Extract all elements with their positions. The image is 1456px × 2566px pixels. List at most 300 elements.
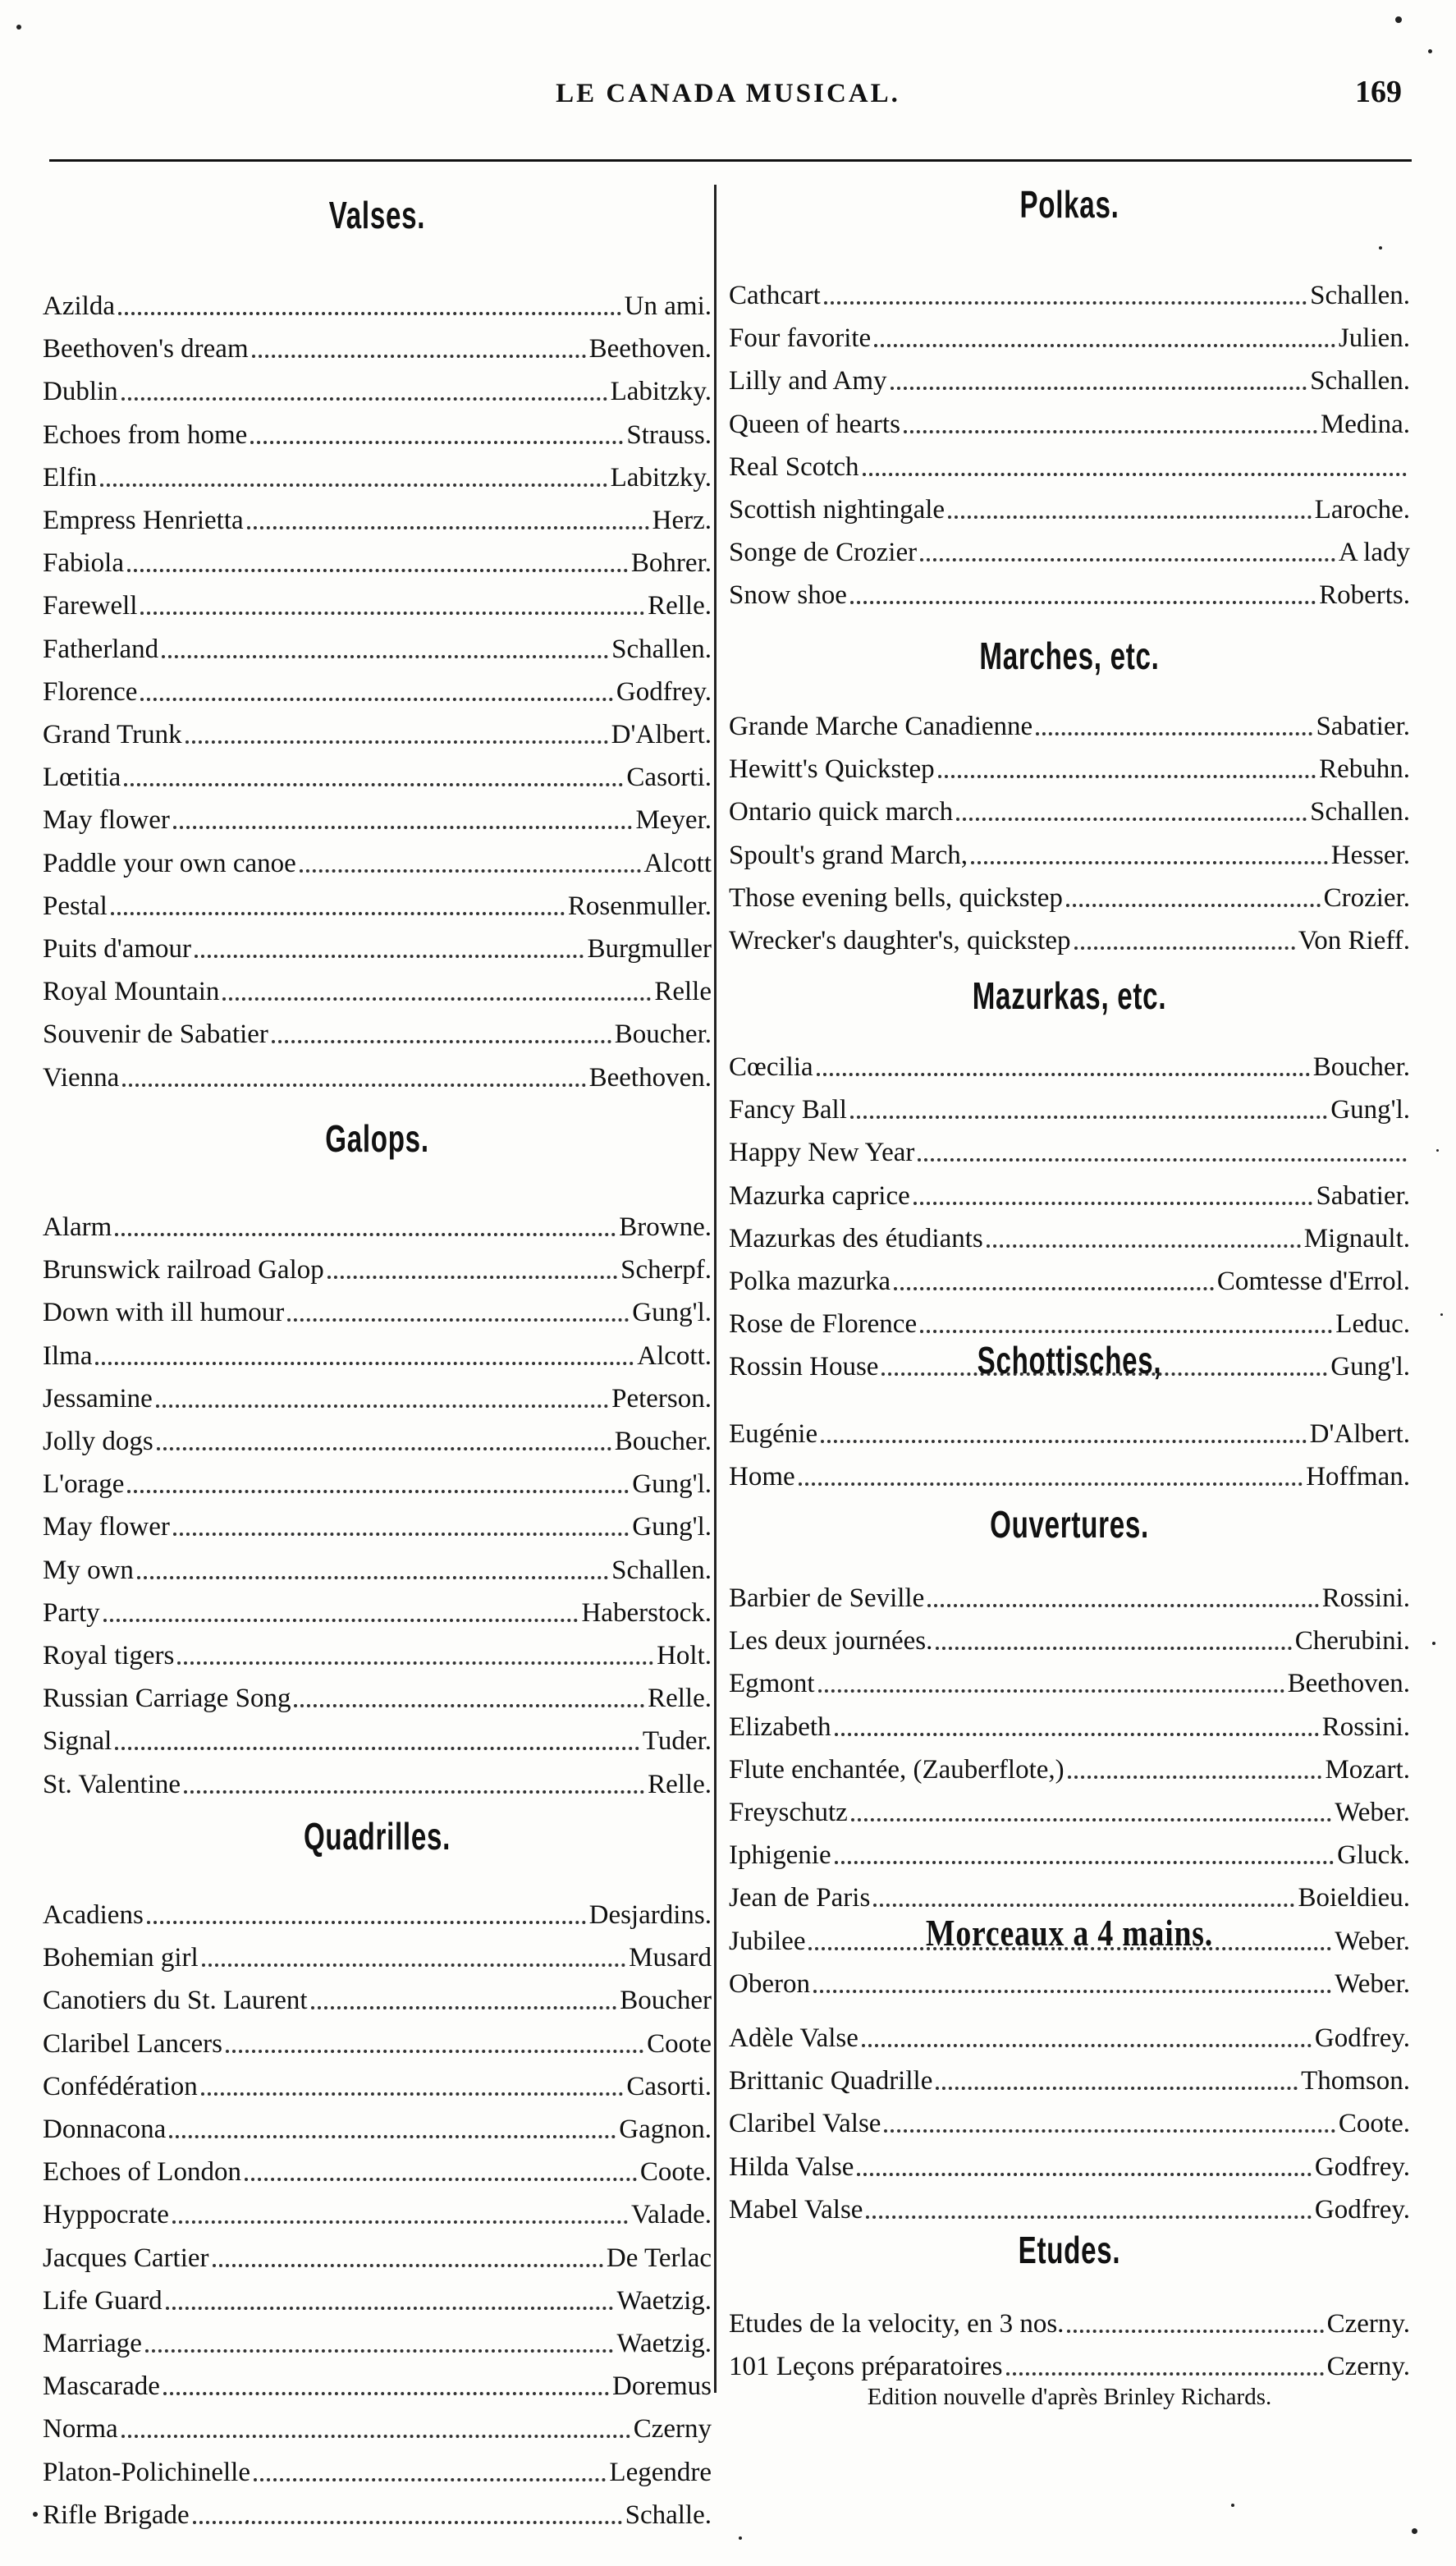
dot-leader [172, 2204, 628, 2224]
composer-name: Herz. [652, 506, 712, 535]
list-item [43, 2444, 712, 2486]
composer-name: Gluck. [1337, 1840, 1410, 1871]
composer-name: Coote [647, 2028, 712, 2059]
piece-title: Jessamine [43, 1383, 153, 1414]
section-heading-quadrilles: Quadrilles. [303, 1815, 451, 1858]
dot-leader [824, 285, 1307, 305]
dot-leader [115, 1730, 639, 1750]
piece-title: Cœcilia [729, 1052, 813, 1082]
list-item [43, 1198, 712, 1241]
composer-name: Un ami. [624, 291, 712, 321]
dot-leader [920, 542, 1335, 561]
list-item [729, 1295, 1410, 1338]
list-item [729, 2295, 1410, 2338]
piece-title: Adèle Valse [729, 2023, 858, 2053]
list-item [43, 1972, 712, 2014]
list-item [43, 1712, 712, 1755]
print-speck [1440, 1313, 1443, 1316]
dot-leader [95, 1345, 634, 1365]
list-item [729, 1741, 1410, 1784]
composer-name: Casorti. [626, 2071, 712, 2101]
piece-title: Hilda Valse [729, 2151, 854, 2182]
composer-name: Schallen. [1310, 281, 1410, 310]
list-item [43, 706, 712, 749]
piece-title: Brunswick railroad Galop [43, 1255, 324, 1285]
dot-leader [162, 639, 608, 658]
piece-title: My own [43, 1555, 134, 1585]
list-item [43, 1670, 712, 1712]
piece-title: Ontario quick march [729, 797, 954, 827]
list-item [43, 2315, 712, 2358]
dot-leader [111, 896, 565, 915]
piece-title: Mabel Valse [729, 2194, 863, 2225]
piece-title: Barbier de Seville [729, 1583, 925, 1613]
composer-name: Labitzky. [610, 377, 712, 407]
composer-name: Relle. [648, 591, 712, 621]
dot-leader [272, 1024, 611, 1043]
dot-leader [250, 424, 623, 444]
section-heading-ouvertures: Ouvertures. [990, 1503, 1149, 1546]
list-item [43, 1886, 712, 1929]
list-item [729, 827, 1410, 869]
piece-title: Brittanic Quadrille [729, 2066, 933, 2096]
composer-name: Schalle. [625, 2500, 712, 2530]
composer-name: D'Albert. [1309, 1419, 1410, 1449]
piece-title: Happy New Year [729, 1138, 915, 1168]
composer-name: Gung'l. [632, 1298, 712, 1328]
composer-name: Labitzky. [610, 462, 712, 493]
dot-leader [173, 1516, 629, 1536]
composer-name: Sabatier. [1316, 1180, 1410, 1211]
piece-title: Norma [43, 2414, 118, 2445]
piece-title: Platon-Polichinelle [43, 2457, 250, 2487]
list-item [729, 1826, 1410, 1869]
piece-title: Cathcart [729, 281, 821, 310]
column-divider [714, 185, 717, 2393]
list-item [43, 1542, 712, 1584]
list-item [729, 352, 1410, 395]
piece-title: Jacques Cartier [43, 2243, 209, 2273]
dot-leader [971, 845, 1328, 864]
list-item [729, 740, 1410, 783]
piece-title: Florence [43, 676, 138, 707]
list-item [43, 1455, 712, 1498]
list-item [43, 406, 712, 449]
composer-name: Peterson. [611, 1383, 712, 1414]
dot-leader [327, 1259, 617, 1279]
piece-title: L'orage [43, 1469, 125, 1500]
print-speck [1412, 2528, 1417, 2534]
edition-note: Edition nouvelle d'après Brinley Richards. [867, 2384, 1272, 2411]
piece-title: Mascarade [43, 2371, 160, 2402]
piece-title: Canotiers du St. Laurent [43, 1986, 308, 2016]
piece-title: Scottish nightingale [729, 495, 945, 525]
list-item [43, 749, 712, 791]
list-item [729, 2138, 1410, 2181]
list-item [729, 869, 1410, 912]
composer-name: Relle. [648, 1684, 712, 1714]
piece-title: Fancy Ball [729, 1095, 847, 1125]
dot-leader [863, 456, 1407, 476]
piece-title: Jean de Paris [729, 1883, 871, 1913]
list-item [43, 449, 712, 492]
dot-leader [177, 1645, 653, 1665]
dot-leader [254, 2462, 606, 2481]
dot-leader [799, 1466, 1303, 1486]
composer-name: Legendre [609, 2457, 712, 2487]
section-heading-morceaux: Morceaux a 4 mains. [925, 1912, 1214, 1954]
list-item [43, 2400, 712, 2443]
list-item [729, 1405, 1410, 1448]
composer-name: Boieldieu. [1298, 1883, 1410, 1913]
section-heading-galops: Galops. [325, 1117, 429, 1160]
header-rule [49, 159, 1412, 162]
composer-name: Czerny [633, 2414, 712, 2445]
composer-name: Mignault. [1303, 1223, 1410, 1253]
piece-title: Eugénie [729, 1419, 818, 1449]
list-item [43, 1413, 712, 1455]
piece-title: Farewell [43, 591, 138, 621]
running-title: LE CANADA MUSICAL. [556, 79, 900, 108]
composer-name: Holt. [657, 1641, 712, 1670]
composer-name: Hesser. [1330, 840, 1410, 870]
composer-name: Weber. [1335, 1926, 1410, 1956]
list-item [43, 1929, 712, 1972]
composer-name: Waetzig. [616, 2285, 712, 2316]
list-item [729, 396, 1410, 438]
list-item [729, 309, 1410, 352]
dot-leader [184, 1774, 644, 1794]
section-heading-polkas: Polkas. [1019, 183, 1119, 226]
list-item [43, 663, 712, 706]
composer-name: Laroche. [1314, 495, 1410, 525]
dot-leader [137, 1560, 608, 1579]
piece-title: Etudes de la velocity, en 3 nos. [729, 2309, 1065, 2339]
print-speck [1395, 16, 1402, 23]
dot-leader [245, 2161, 637, 2181]
composer-name: Meyer. [635, 805, 712, 836]
composer-name: A lady [1338, 538, 1410, 568]
piece-title: Four favorite [729, 323, 872, 354]
composer-name: Schallen. [1310, 797, 1410, 827]
print-speck [1231, 2504, 1234, 2507]
dot-leader [185, 724, 608, 744]
composer-name: Von Rieff. [1298, 926, 1410, 955]
composer-name: Boucher. [614, 1427, 712, 1456]
page-number: 169 [1355, 75, 1402, 109]
dot-leader [904, 414, 1317, 433]
section-heading-marches: Marches, etc. [979, 635, 1160, 677]
composer-name: Alcott [643, 848, 712, 878]
dot-leader [873, 1887, 1294, 1907]
dot-leader [1067, 2313, 1323, 2333]
composer-name: Thomson. [1301, 2066, 1410, 2096]
print-speck [16, 25, 21, 30]
dot-leader [1068, 1759, 1322, 1779]
dot-leader [100, 467, 607, 487]
piece-title: Beethoven's dream [43, 334, 249, 364]
piece-title: Russian Carriage Song [43, 1684, 291, 1714]
piece-title: Home [729, 1462, 795, 1492]
composer-name: Relle [654, 977, 712, 1007]
composer-name: Valade. [630, 2200, 712, 2230]
list-item [729, 1698, 1410, 1741]
composer-name: Casorti. [626, 763, 712, 793]
dot-leader [127, 1473, 629, 1493]
composer-name: Gung'l. [632, 1469, 712, 1500]
dot-leader [127, 552, 628, 572]
piece-title: St. Valentine [43, 1769, 181, 1799]
piece-title: Jubilee [729, 1926, 806, 1956]
piece-title: 101 Leçons préparatoires [729, 2352, 1003, 2382]
dot-leader [173, 809, 633, 829]
list-item [729, 1612, 1410, 1655]
list-item [43, 2229, 712, 2272]
piece-title: Bohemian girl [43, 1943, 199, 1973]
dot-leader [226, 2033, 643, 2053]
composer-name: Comtesse d'Errol. [1216, 1267, 1410, 1296]
dot-leader [850, 1099, 1327, 1119]
composer-name: Rebuhn. [1319, 754, 1410, 785]
dot-leader [140, 681, 612, 701]
dot-leader [163, 2376, 609, 2395]
dot-leader [948, 499, 1312, 519]
list-item [43, 2358, 712, 2400]
composer-name: Cherubini. [1294, 1626, 1410, 1656]
composer-name: De Terlac [606, 2243, 712, 2273]
piece-title: Claribel Valse [729, 2109, 881, 2139]
piece-title: Fabiola [43, 548, 124, 579]
piece-title: Wrecker's daughter's, quickstep [729, 926, 1071, 955]
composer-name: Godfrey. [1314, 2194, 1410, 2225]
composer-name: D'Albert. [611, 720, 712, 749]
dot-leader [987, 1228, 1301, 1248]
list-item [729, 2052, 1410, 2095]
composer-name: Waetzig. [616, 2329, 712, 2358]
piece-title: May flower [43, 1512, 170, 1542]
piece-title: Real Scotch [729, 451, 859, 482]
dot-leader [891, 370, 1307, 390]
dot-leader [202, 1947, 625, 1967]
composer-name: Boucher. [614, 1020, 712, 1050]
dot-leader [122, 1067, 585, 1087]
list-item [729, 1955, 1410, 1998]
composer-name: Burgmuller [587, 934, 712, 964]
piece-title: Down with ill humour [43, 1298, 285, 1328]
print-speck [33, 2512, 38, 2517]
piece-title: Mazurkas des étudiants [729, 1223, 983, 1253]
list-item [729, 2338, 1410, 2380]
piece-title: Echoes from home [43, 419, 248, 450]
composer-name: Mozart. [1325, 1754, 1410, 1785]
dot-leader [140, 595, 644, 615]
composer-name: Boucher. [1312, 1052, 1410, 1082]
piece-title: Azilda [43, 291, 115, 321]
list-item [43, 1006, 712, 1048]
piece-title: Mazurka caprice [729, 1180, 910, 1211]
list-item [43, 2186, 712, 2229]
piece-title: Snow shoe [729, 580, 847, 611]
composer-name: Rossini. [1321, 1583, 1410, 1613]
dot-leader [213, 2248, 603, 2267]
piece-title: Oberon [729, 1968, 810, 1999]
composer-name: Weber. [1335, 1798, 1410, 1827]
composer-name: Gung'l. [1330, 1352, 1410, 1382]
piece-title: Queen of hearts [729, 409, 900, 439]
dot-leader [818, 1673, 1284, 1693]
dot-leader [927, 1588, 1318, 1607]
dot-leader [835, 1844, 1334, 1864]
composer-name: Sabatier. [1316, 712, 1410, 741]
piece-title: Grand Trunk [43, 720, 182, 749]
composer-name: Gung'l. [1330, 1095, 1410, 1125]
piece-title: Echoes of London [43, 2157, 241, 2188]
composer-name: Weber. [1335, 1968, 1410, 1999]
piece-title: Paddle your own canoe [43, 848, 296, 878]
dot-leader [874, 328, 1335, 347]
list-item [729, 1569, 1410, 1612]
dot-leader [103, 1602, 579, 1622]
dot-leader [247, 510, 649, 529]
piece-title: Elfin [43, 462, 97, 493]
composer-name: Beethoven. [588, 334, 712, 364]
list-item [43, 2058, 712, 2101]
list-item [43, 2143, 712, 2186]
dot-leader [857, 2156, 1311, 2176]
list-item [43, 534, 712, 577]
piece-title: Jolly dogs [43, 1427, 153, 1456]
list-item [43, 1627, 712, 1670]
dot-leader [222, 981, 651, 1001]
list-item [43, 492, 712, 534]
dot-leader [1074, 930, 1295, 950]
list-item [43, 1498, 712, 1541]
dot-leader [193, 2504, 622, 2524]
list-item [43, 1756, 712, 1798]
dot-leader [166, 2290, 614, 2310]
dot-leader [913, 1185, 1313, 1205]
composer-name: Tuder. [642, 1726, 712, 1757]
list-item [729, 1869, 1410, 1912]
composer-name: Crozier. [1323, 882, 1410, 913]
composer-name: Musard [629, 1943, 712, 1973]
dot-leader [821, 1423, 1307, 1443]
piece-title: Confédération [43, 2071, 198, 2101]
composer-name: Browne. [619, 1212, 712, 1242]
composer-name: Beethoven. [1287, 1669, 1410, 1699]
composer-name: Strauss. [626, 419, 712, 450]
piece-title: Rossin House [729, 1352, 879, 1382]
list-item [43, 1241, 712, 1284]
dot-leader [147, 1904, 586, 1924]
list-item [729, 1210, 1410, 1253]
dot-leader [201, 2076, 624, 2096]
list-item [43, 1284, 712, 1327]
list-item [729, 438, 1410, 481]
composer-name: Haberstock. [581, 1597, 712, 1628]
piece-title: Marriage [43, 2329, 142, 2358]
composer-name: Rosenmuller. [567, 891, 712, 921]
piece-title: Alarm [43, 1212, 112, 1242]
list-item [729, 783, 1410, 826]
dot-leader [817, 1056, 1310, 1076]
dot-leader [300, 853, 641, 873]
composer-name: Schallen. [611, 634, 712, 664]
dot-leader [121, 381, 607, 401]
dot-leader [920, 1313, 1332, 1333]
list-item [43, 877, 712, 920]
piece-title: Lœtitia [43, 763, 121, 793]
page-header [0, 71, 1456, 120]
piece-title: Claribel Lancers [43, 2028, 222, 2059]
dot-leader [121, 2418, 630, 2438]
list-item [729, 1655, 1410, 1698]
dot-leader [1066, 887, 1321, 907]
list-item [43, 320, 712, 363]
dot-leader [884, 2113, 1335, 2133]
list-item [43, 2015, 712, 2058]
composer-name: Relle. [648, 1769, 712, 1799]
composer-name: Doremus [612, 2371, 712, 2402]
dot-leader [118, 296, 621, 315]
piece-title: Polka mazurka [729, 1267, 891, 1296]
composer-name: Schallen. [611, 1555, 712, 1585]
list-item [729, 1124, 1410, 1166]
composer-name: Alcott. [637, 1340, 712, 1371]
list-item [43, 577, 712, 620]
dot-leader [862, 2028, 1312, 2047]
piece-title: Grande Marche Canadienne [729, 712, 1033, 741]
dot-leader [115, 1217, 616, 1236]
piece-title: Life Guard [43, 2285, 163, 2316]
list-item [729, 1081, 1410, 1124]
piece-title: Lilly and Amy [729, 366, 887, 396]
list-item [43, 2272, 712, 2315]
composer-name: Roberts. [1319, 580, 1410, 611]
list-item [729, 524, 1410, 566]
list-item [729, 267, 1410, 309]
list-item [729, 698, 1410, 740]
composer-name: Godfrey. [616, 676, 712, 707]
list-item [43, 835, 712, 877]
list-item [43, 1049, 712, 1092]
composer-name: Godfrey. [1314, 2023, 1410, 2053]
list-item [43, 791, 712, 834]
list-item [729, 2095, 1410, 2138]
piece-title: Egmont [729, 1669, 815, 1699]
list-item [729, 1038, 1410, 1081]
piece-title: Puits d'amour [43, 934, 192, 964]
piece-title: Those evening bells, quickstep [729, 882, 1063, 913]
piece-title: Rifle Brigade [43, 2500, 190, 2530]
dot-leader [936, 2070, 1298, 2090]
piece-title: Ilma [43, 1340, 93, 1371]
list-item [43, 2486, 712, 2529]
list-item [43, 277, 712, 320]
piece-title: Signal [43, 1726, 112, 1757]
dot-leader [156, 1388, 608, 1408]
piece-title: Acadiens [43, 1900, 144, 1930]
piece-title: Royal Mountain [43, 977, 220, 1007]
piece-title: Les deux journées. [729, 1626, 933, 1656]
composer-name: Schallen. [1310, 366, 1410, 396]
list-item [729, 1448, 1410, 1491]
list-item [43, 1584, 712, 1627]
dot-leader [851, 1802, 1331, 1821]
piece-title: Rose de Florence [729, 1309, 918, 1340]
dot-leader [938, 758, 1316, 778]
list-item [729, 566, 1410, 609]
